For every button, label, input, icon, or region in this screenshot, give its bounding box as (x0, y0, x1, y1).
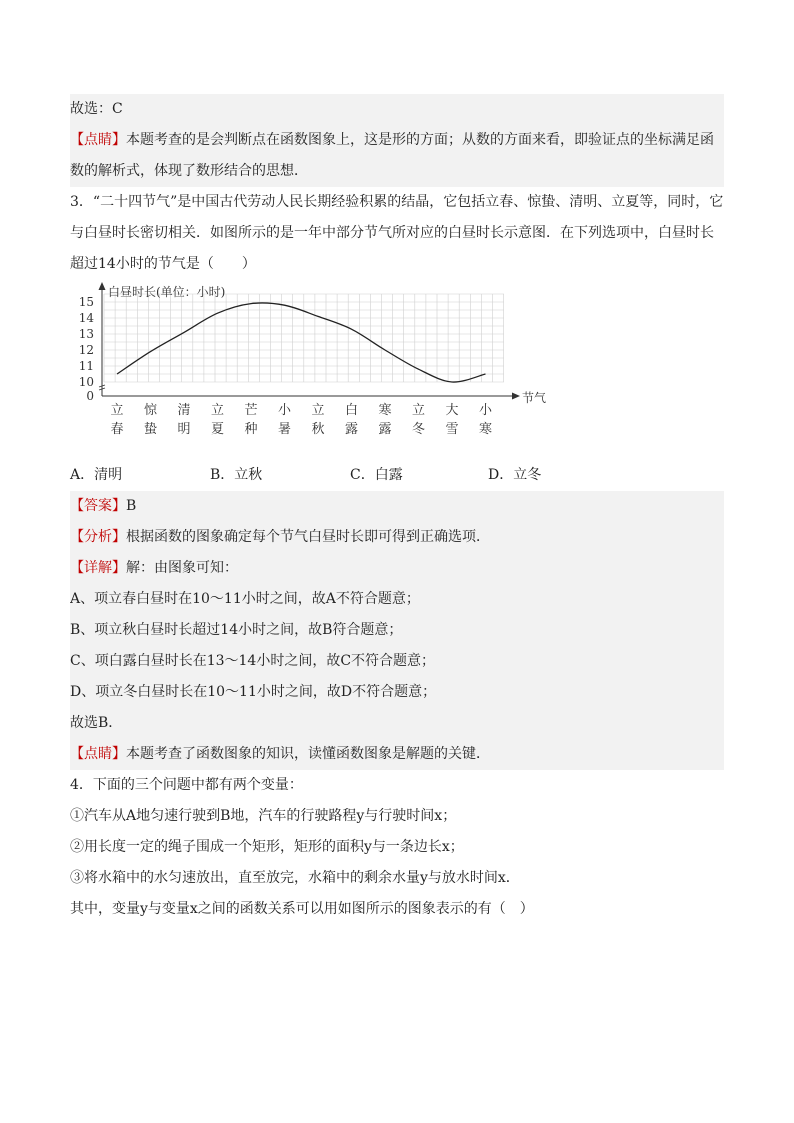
y-tick-label: 15 (78, 295, 94, 309)
question-4 (70, 770, 724, 925)
y-tick-label: 11 (78, 359, 94, 373)
x-tick-label-bottom: 冬 (411, 422, 426, 437)
q3-option-b[interactable]: B．立秋 (210, 467, 263, 483)
x-tick-label-bottom: 春 (110, 422, 124, 437)
q3-solution-block (70, 491, 724, 770)
y-tick-label: 13 (78, 327, 94, 341)
x-tick-label-bottom: 秋 (311, 422, 325, 437)
x-tick-label-bottom: 蛰 (143, 422, 158, 437)
q3-stem-line-3: 超过14小时的节气是（ ） (70, 256, 256, 272)
daylight-chart-svg (70, 280, 550, 460)
chosen-answer-line: 故选：C (70, 101, 123, 117)
q3-stem-line-2: 与白昼时长密切相关．如图所示的是一年中部分节气所对应的白昼时长示意图．在下列选项中，白昼时长 (70, 225, 714, 241)
question-3 (70, 187, 724, 491)
x-tick-label-bottom: 露 (378, 422, 392, 437)
q4-stem-line-5: 其中，变量y与变量x之间的函数关系可以用如图所示的图象表示的有（ ） (70, 901, 534, 917)
answer-tag: 【答案】 (70, 498, 126, 514)
answer-value: B (126, 498, 137, 514)
dianjing-tag-q3: 【点睛】 (70, 746, 126, 762)
q4-item-3: ③将水箱中的水匀速放出，直至放完，水箱中的剩余水量y与放水时间x． (70, 870, 520, 886)
q3-option-c[interactable]: C．白露 (350, 467, 403, 483)
dianjing-tag: 【点睛】 (70, 132, 126, 148)
analysis-text: 根据函数的图象确定每个节气白昼时长即可得到正确选项． (126, 529, 490, 545)
x-tick-label-top: 小 (277, 403, 292, 418)
dianjing-text-q3: 本题考查了函数图象的知识，读懂函数图象是解题的关键． (126, 746, 490, 762)
x-tick-label-top: 立 (311, 403, 325, 418)
detail-item-b: B、项立秋白昼时长超过14小时之间，故B符合题意； (70, 622, 403, 638)
y-tick-label-zero: 0 (86, 389, 94, 403)
x-tick-label-bottom: 寒 (478, 422, 493, 437)
y-tick-label: 12 (78, 343, 94, 357)
y-axis-arrow (99, 282, 106, 290)
dianjing-line-q3 (70, 739, 724, 770)
x-tick-label-top: 芒 (244, 403, 258, 418)
x-axis-arrow (512, 393, 520, 400)
detail-item-c: C、项白露白昼时长在13～14小时之间，故C不符合题意； (70, 653, 436, 669)
q3-option-a[interactable]: A．清明 (70, 467, 123, 483)
analysis-tag: 【分析】 (70, 529, 126, 545)
x-tick-label-top: 立 (411, 403, 426, 418)
x-tick-label-bottom: 雪 (445, 422, 459, 437)
q3-stem-line-1: 3．“二十四节气”是中国古代劳动人民长期经验积累的结晶，它包括立春、惊蛰、清明、立夏等，同时，它 (70, 194, 724, 210)
detail-item-a: A、项立春白昼时在10～11小时之间，故A不符合题意； (70, 591, 420, 607)
q4-stem-line-1: 4．下面的三个问题中都有两个变量： (70, 777, 303, 793)
y-tick-label: 14 (78, 311, 94, 325)
chosen-answer-line-2: 故选B． (70, 715, 123, 731)
answer-line (70, 491, 724, 522)
q4-item-2: ②用长度一定的绳子围成一个矩形，矩形的面积y与一条边长x； (70, 839, 464, 855)
q3-options (70, 460, 724, 491)
x-tick-label-bottom: 夏 (210, 422, 225, 437)
x-tick-label-top: 惊 (143, 403, 158, 418)
dianjing-line-1 (70, 125, 724, 156)
x-tick-label-top: 立 (210, 403, 225, 418)
x-tick-label-top: 白 (344, 403, 359, 418)
q3-option-d[interactable]: D．立冬 (488, 467, 542, 483)
detail-line (70, 553, 724, 584)
dianjing-line-2: 数的解析式，体现了数形结合的思想． (70, 163, 308, 179)
previous-solution-block (70, 94, 724, 187)
chart-curve-layer (117, 303, 486, 382)
y-axis-title: 白昼时长(单位：小时) (108, 285, 226, 299)
detail-item-d: D、项立冬白昼时长在10～11小时之间，故D不符合题意； (70, 684, 437, 700)
chart-labels (79, 284, 546, 437)
detail-tag: 【详解】 (70, 560, 126, 576)
chart-grid (104, 294, 504, 382)
dianjing-text-1: 本题考查的是会判断点在函数图象上，这是形的方面；从数的方面来看，即验证点的坐标满足函 (126, 132, 714, 148)
daylight-chart (70, 280, 724, 460)
x-tick-label-bottom: 明 (177, 422, 191, 437)
x-tick-label-top: 立 (110, 403, 124, 418)
document-page (70, 94, 724, 925)
x-tick-label-top: 寒 (378, 403, 392, 418)
x-axis-title: 节气 (522, 391, 547, 405)
x-tick-label-bottom: 暑 (277, 422, 292, 437)
detail-text: 解：由图象可知： (126, 560, 238, 576)
x-tick-label-bottom: 露 (344, 422, 359, 437)
analysis-line (70, 522, 724, 553)
x-tick-label-bottom: 种 (244, 422, 258, 437)
x-tick-label-top: 清 (177, 403, 191, 418)
x-tick-label-top: 大 (445, 403, 459, 418)
q4-item-1: ①汽车从A地匀速行驶到B地，汽车的行驶路程y与行驶时间x； (70, 808, 457, 824)
daylight-curve (117, 303, 486, 382)
y-tick-label: 10 (78, 375, 94, 389)
x-tick-label-top: 小 (478, 403, 493, 418)
